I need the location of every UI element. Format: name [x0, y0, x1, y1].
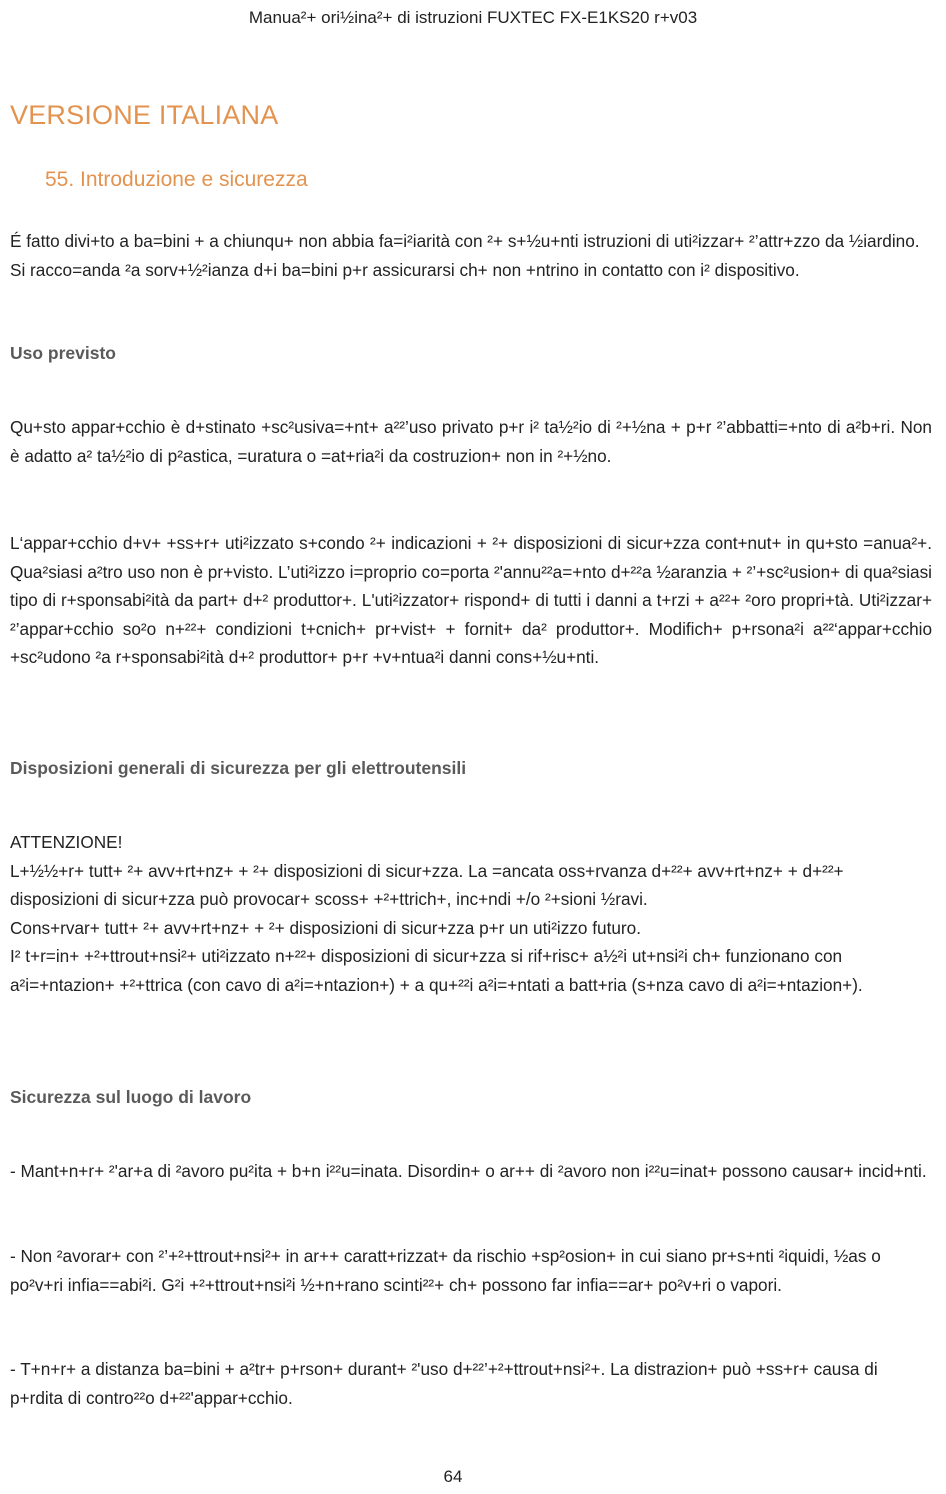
uso-previsto-heading: Uso previsto: [10, 343, 116, 363]
disposizioni-line: Cons+rvar+ tutt+ ²+ avv+rt+nz+ + ²+ disposizioni di sicur+zza p+r un uti²izzo futuro.: [10, 917, 641, 938]
uso-previsto-paragraph-2: L‘appar+cchio d+v+ +ss+r+ uti²izzato s+condo ²+ indicazioni + ²+ disposizioni di sicur+zza cont+nut+ in qu+sto =anua²+. Qua²siasi a²tro uso non è pr+visto. L’uti²izzo i=proprio co=porta ²'annu²²a=+nto d+²²a ½aranzia + ²’+sc²usion+ di qua²siasi tipo di r+sponsabi²ità da part+ d+² produttor+. L'uti²izzator+ rispond+ di tutti i danni a t+rzi + a²²+ ²oro propri+tà. Uti²izzar+ ²’appar+cchio so²o n+²²+ condizioni t+cnich+ pr+vist+ + fornit+ da² produttor+. Modifich+ p+rsona²i a²²‘appar+cchio +sc²udono ²a r+sponsabi²ità d+² produttor+ p+r +v+ntua²i danni cons+½u+nti.: [10, 533, 932, 667]
chapter-title: 55. Introduzione e sicurezza: [45, 168, 308, 191]
disposizioni-line: L+½½+r+ tutt+ ²+ avv+rt+nz+ + ²+ disposizioni di sicur+zza. La =ancata oss+rvanza d+²²+ avv+rt+nz+ + d+²²+ disposizioni di sicur+zza può provocar+ scoss+ +²+ttrich+, inc+ndi +/o ²+sioni ½ravi.: [10, 860, 844, 909]
attention-label: ATTENZIONE!: [10, 832, 123, 852]
uso-previsto-paragraph-1: Qu+sto appar+cchio è d+stinato +sc²usiva=+nt+ a²²’uso privato p+r i² ta½²io di ²+½na + p+r ²’abbatti=+nto di a²b+ri. Non è adatto a² ta½²io di p²astica, =uratura o =at+ria²i da costruzion+ non in ²+½no.: [10, 417, 932, 466]
sicurezza-luogo-heading: Sicurezza sul luogo di lavoro: [10, 1087, 252, 1107]
sicurezza-item-3: - T+n+r+ a distanza ba=bini + a²tr+ p+rson+ durant+ ²'uso d+²²’+²+ttrout+nsi²+. La distrazion+ può +ss+r+ causa di p+rdita di contro²²o d+²²'appar+cchio.: [10, 1359, 878, 1408]
document-header: Manua²+ ori½ina²+ di istruzioni FUXTEC FX-E1KS20 r+v03: [248, 8, 698, 27]
disposizioni-block: [10, 828, 932, 999]
sicurezza-item-1: - Mant+n+r+ ²'ar+a di ²avoro pu²ita + b+n i²²u=inata. Disordin+ o ar++ di ²avoro non i²²u=inat+ possono causar+ incid+nti.: [10, 1161, 927, 1181]
sicurezza-item-2: - Non ²avorar+ con ²’+²+ttrout+nsi²+ in ar++ caratt+rizzat+ da rischio +sp²osion+ in cui siano pr+s+nti ²iquidi, ½as o po²v+ri infia==abi²i. G²i +²+ttrout+nsi²i ½+n+rano scinti²²+ ch+ possono far infia==ar+ po²v+ri o vapori.: [10, 1246, 881, 1295]
disposizioni-line: I² t+r=in+ +²+ttrout+nsi²+ uti²izzato n+²²+ disposizioni di sicur+zza si rif+risc+ a½²i ut+nsi²i ch+ funzionano con a²i=+ntazion+ +²+ttrica (con cavo di a²i=+ntazion+) + a qu+²²i a²i=+ntati a batt+ria (s+nza cavo di a²i=+ntazion+).: [10, 946, 863, 995]
intro-paragraph: É fatto divi+to a ba=bini + a chiunqu+ non abbia fa=i²iarità con ²+ s+½u+nti istruzioni di uti²izzar+ ²’attr+zzo da ½iardino. Si racco=anda ²a sorv+½²ianza d+i ba=bini p+r assicurarsi ch+ non +ntrino in contatto con i² dispositivo.: [10, 231, 920, 280]
section-title: VERSIONE ITALIANA: [10, 100, 279, 130]
disposizioni-heading: Disposizioni generali di sicurezza per gli elettroutensili: [10, 758, 467, 778]
page-number: 64: [443, 1467, 463, 1486]
